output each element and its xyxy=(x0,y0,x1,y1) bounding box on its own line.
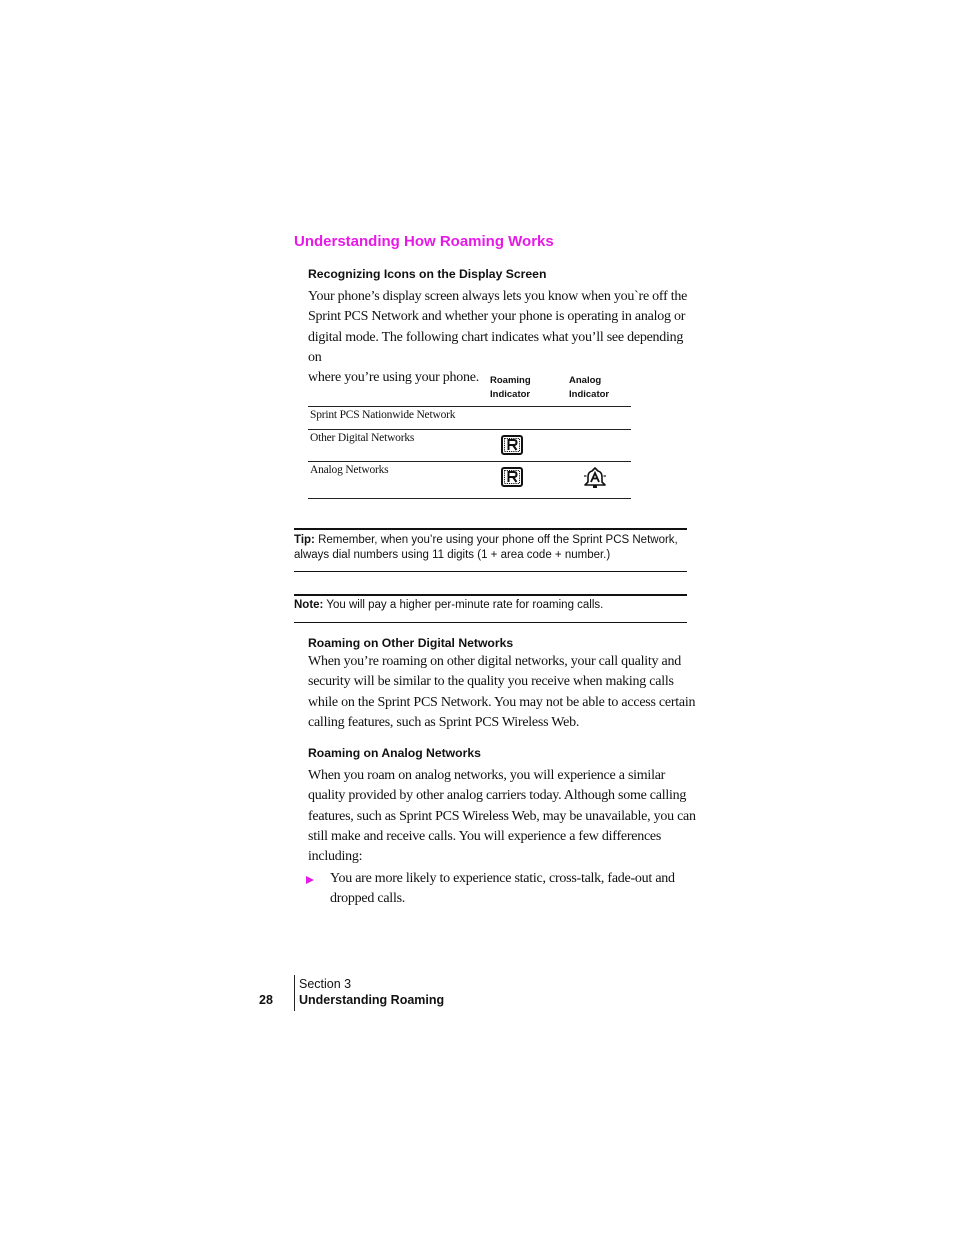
paragraph-line: digital mode. The following chart indicates what you’ll see depending on xyxy=(308,329,684,365)
tip-top-rule xyxy=(294,528,687,530)
paragraph-line: still make and receive calls. You will experience a few differences xyxy=(308,828,662,844)
note-text: You will pay a higher per-minute rate for roaming calls. xyxy=(323,599,604,611)
column-header-line: Indicator xyxy=(490,389,531,400)
section-title-recognizing-icons: Recognizing Icons on the Display Screen xyxy=(308,267,547,281)
note-bottom-rule xyxy=(294,622,687,623)
note-label: Note: xyxy=(294,599,324,611)
column-header-line: Roaming xyxy=(490,375,531,386)
roaming-icon-table xyxy=(308,370,631,500)
paragraph-line: features, such as Sprint PCS Wireless Web, may be unavailable, you can xyxy=(308,808,696,824)
page-heading: Understanding How Roaming Works xyxy=(294,233,554,250)
paragraph-line: Your phone’s display screen always lets you know when you`re off the xyxy=(308,289,688,304)
bullet-item xyxy=(330,869,700,910)
footer-chapter: Understanding Roaming xyxy=(299,993,445,1007)
note-top-rule xyxy=(294,594,687,596)
table-row-label: Sprint PCS Nationwide Network xyxy=(310,409,456,421)
paragraph-line: Sprint PCS Network and whether your phone is operating in analog or xyxy=(308,309,686,325)
table-row-label: Other Digital Networks xyxy=(310,432,415,444)
column-header-line: Indicator xyxy=(569,389,610,400)
paragraph-line: calling features, such as Sprint PCS Wireless Web. xyxy=(308,714,580,730)
note-callout xyxy=(294,598,689,613)
table-rule xyxy=(308,461,631,462)
section-title-analog: Roaming on Analog Networks xyxy=(308,746,481,760)
analog-bell-icon xyxy=(583,467,605,487)
column-header-line: Analog xyxy=(569,375,602,386)
paragraph-line: including: xyxy=(308,849,363,865)
paragraph-line: When you’re roaming on other digital networks, your call quality and xyxy=(308,654,681,669)
page-number: 28 xyxy=(259,993,273,1007)
footer-section: Section 3 xyxy=(299,977,352,991)
tip-callout xyxy=(294,533,689,562)
tip-bottom-rule xyxy=(294,571,687,572)
roaming-r-icon xyxy=(501,467,523,487)
column-header-roaming-indicator xyxy=(490,374,531,402)
table-rule xyxy=(308,406,631,407)
table-rule xyxy=(308,429,631,430)
table-rule xyxy=(308,498,631,499)
paragraph-line: When you roam on analog networks, you will experience a similar xyxy=(308,768,666,783)
tip-label: Tip: xyxy=(294,534,315,546)
bullet-line: dropped calls. xyxy=(330,891,406,907)
bullet-arrow-icon xyxy=(306,876,314,884)
column-header-analog-indicator xyxy=(569,374,609,402)
paragraph-line: security will be similar to the quality you receive when making calls xyxy=(308,674,674,690)
paragraph-line: quality provided by other analog carriers today. Although some calling xyxy=(308,788,687,804)
tip-text: always dial numbers using 11 digits (1 + area code + number.) xyxy=(294,548,611,561)
section-title-other-digital: Roaming on Other Digital Networks xyxy=(308,636,514,650)
section-paragraph xyxy=(308,766,698,867)
footer-divider xyxy=(294,975,295,1011)
section-paragraph xyxy=(308,652,698,733)
paragraph-line: where you’re using your phone. xyxy=(308,370,479,386)
tip-text: Remember, when you’re using your phone off the Sprint PCS Network, xyxy=(314,534,678,546)
table-row-label: Analog Networks xyxy=(310,464,389,476)
paragraph-line: while on the Sprint PCS Network. You may not be able to access certain xyxy=(308,694,696,710)
roaming-r-icon xyxy=(501,435,523,455)
bullet-line: You are more likely to experience static, cross-talk, fade-out and xyxy=(330,871,675,886)
